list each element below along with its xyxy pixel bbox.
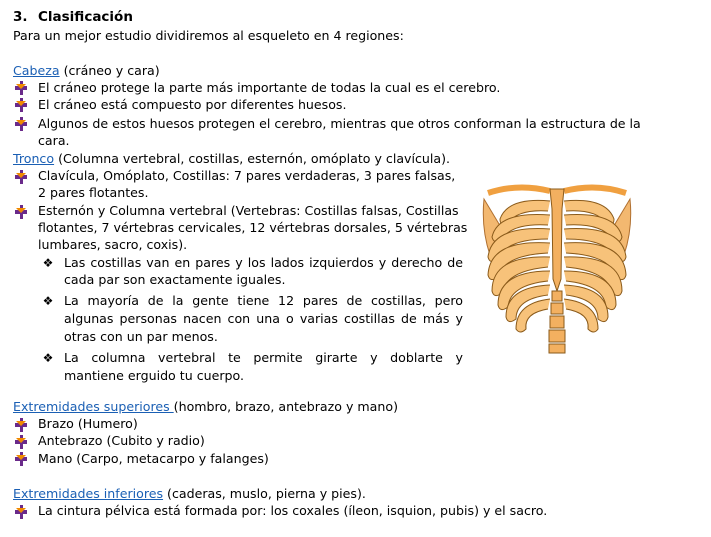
arrow-bullet-icon	[15, 435, 29, 449]
arrow-bullet-icon	[15, 452, 29, 466]
inferiores-link[interactable]: Extremidades inferiores	[13, 486, 164, 501]
superiores-heading-line	[13, 398, 398, 415]
tronco-heading-line	[13, 150, 450, 167]
list-item-continuation: flotantes, 7 vértebras cervicales, 12 vértebras dorsales, 5 vértebras	[38, 220, 468, 235]
cabeza-link[interactable]: Cabeza	[13, 63, 60, 78]
arrow-bullet-icon	[15, 505, 29, 519]
superiores-link[interactable]: Extremidades superiores	[13, 399, 174, 414]
sub-list-item-continuation: mantiene erguido tu cuerpo.	[64, 368, 245, 383]
sub-list-item: La mayoría de la gente tiene 12 pares de costillas, pero	[64, 293, 463, 308]
sub-list-item-continuation: otras con un par menos.	[64, 329, 218, 344]
list-item: La cintura pélvica está formada por: los coxales (íleon, isquion, pubis) y el sacro.	[38, 503, 548, 518]
list-item: Mano (Carpo, metacarpo y falanges)	[38, 451, 269, 466]
diamond-bullet-icon: ❖	[42, 256, 54, 270]
list-item: Esternón y Columna vertebral (Vertebras: Costillas falsas, Costillas	[38, 203, 459, 218]
sub-list-item: La columna vertebral te permite girarte y doblarte y	[64, 350, 463, 365]
list-item-continuation: cara.	[38, 133, 70, 148]
list-item-continuation: 2 pares flotantes.	[38, 185, 149, 200]
arrow-bullet-icon	[15, 205, 29, 219]
section-number: 3.	[13, 9, 28, 25]
cabeza-heading-line	[13, 62, 160, 79]
list-item-continuation: lumbares, sacro, coxis).	[38, 237, 188, 252]
list-item: El cráneo protege la parte más importante de todas la cual es el cerebro.	[38, 80, 501, 95]
arrow-bullet-icon	[15, 418, 29, 432]
section-title: Clasificación	[38, 9, 133, 25]
tronco-link[interactable]: Tronco	[13, 151, 55, 166]
sub-list-item: Las costillas van en pares y los lados izquierdos y derecho de	[64, 255, 463, 270]
intro-text: Para un mejor estudio dividiremos al esqueleto en 4 regiones:	[13, 28, 404, 43]
superiores-desc: (hombro, brazo, antebrazo y mano)	[173, 399, 398, 414]
inferiores-desc: (caderas, muslo, pierna y pies).	[163, 486, 366, 501]
list-item: El cráneo está compuesto por diferentes huesos.	[38, 97, 347, 112]
diamond-bullet-icon: ❖	[42, 294, 54, 308]
arrow-bullet-icon	[15, 117, 29, 131]
arrow-bullet-icon	[15, 170, 29, 184]
tronco-desc: (Columna vertebral, costillas, esternón, omóplato y clavícula).	[54, 151, 451, 166]
list-item: Brazo (Humero)	[38, 416, 138, 431]
cabeza-desc: (cráneo y cara)	[59, 63, 160, 78]
list-item: Algunos de estos huesos protegen el cerebro, mientras que otros conforman la estructura de la	[38, 116, 641, 131]
list-item: Clavícula, Omóplato, Costillas: 7 pares verdaderas, 3 pares falsas,	[38, 168, 456, 183]
arrow-bullet-icon	[15, 98, 29, 112]
arrow-bullet-icon	[15, 81, 29, 95]
sub-list-item-continuation: algunas personas nacen con una o varias costillas de más y	[64, 311, 463, 326]
rib-cage-illustration	[478, 179, 636, 354]
sub-list-item-continuation: cada par son exactamente iguales.	[64, 272, 286, 287]
list-item: Antebrazo (Cubito y radio)	[38, 433, 205, 448]
diamond-bullet-icon: ❖	[42, 351, 54, 365]
inferiores-heading-line	[13, 485, 366, 502]
